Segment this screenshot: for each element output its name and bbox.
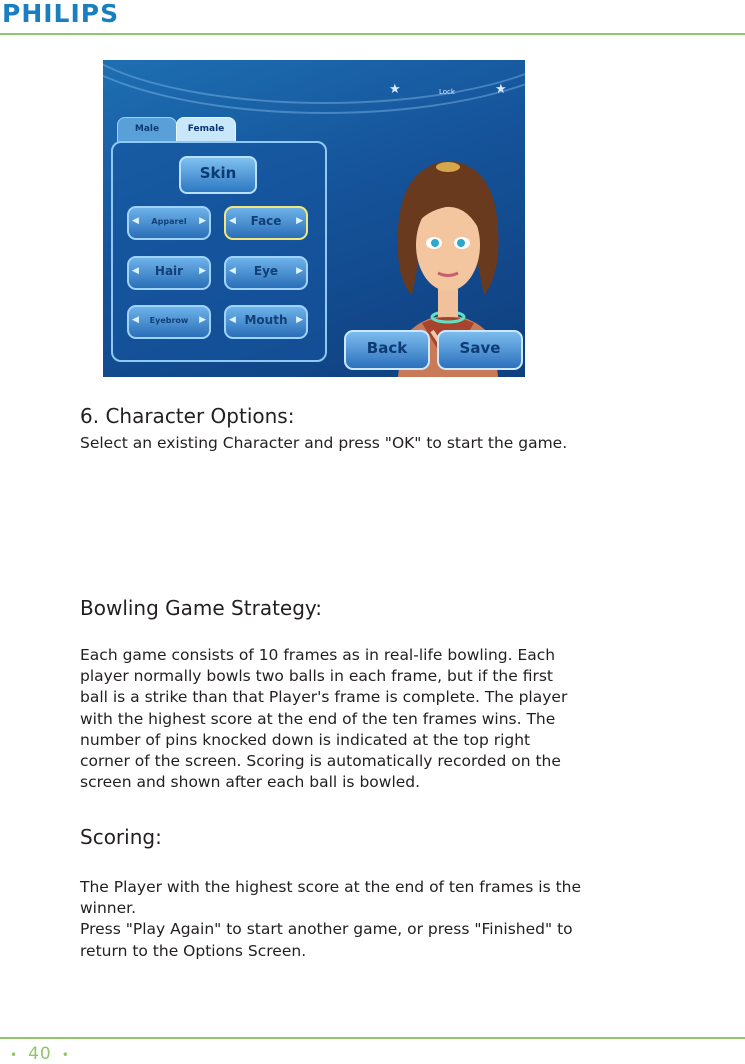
strategy-heading: Bowling Game Strategy: [80,596,323,620]
hair-button[interactable] [127,256,211,290]
arrow-left-icon: ◀ [229,315,236,325]
eyebrow-button[interactable] [127,305,211,339]
star-icon: ★ [389,82,401,97]
text-line: return to the Options Screen. [80,941,307,960]
character-options-heading: 6. Character Options: [80,404,295,428]
text-line: winner. [80,899,137,918]
character-headband [436,162,460,172]
bullet-icon: • [10,1048,19,1062]
header-divider [0,33,745,35]
star-icon: ★ [495,82,507,97]
hair-label: Hair [154,264,184,278]
character-iris-left [431,239,439,247]
scoring-text [80,877,670,962]
character-options-text: Select an existing Character and press "OK" to start the game. [80,434,568,452]
eye-label: Eye [253,264,279,278]
mouth-label: Mouth [244,313,288,327]
arrow-right-icon: ▶ [296,216,303,226]
tab-female[interactable]: Female [176,117,236,143]
tab-male[interactable]: Male [117,117,177,143]
page-footer [0,1044,80,1064]
arrow-right-icon: ▶ [296,315,303,325]
eyebrow-label: Eyebrow [149,316,189,325]
arrow-right-icon: ▶ [199,266,206,276]
apparel-button[interactable] [127,206,211,240]
face-button[interactable] [224,206,308,240]
arrow-left-icon: ◀ [132,315,139,325]
arrow-right-icon: ▶ [199,315,206,325]
face-label: Face [250,214,282,228]
mouth-button[interactable] [224,305,308,339]
game-screenshot [103,60,525,377]
apparel-label: Apparel [151,217,187,226]
back-button[interactable]: Back [344,330,430,370]
save-button[interactable]: Save [437,330,523,370]
lock-label: Lock [439,88,455,96]
text-line: corner of the screen. Scoring is automatically recorded on the [80,752,561,771]
arrow-left-icon: ◀ [229,216,236,226]
arrow-left-icon: ◀ [132,216,139,226]
text-line: with the highest score at the end of the ten frames wins. The [80,709,556,728]
scoring-heading: Scoring: [80,825,162,849]
top-bar [383,82,513,104]
text-line: player normally bowls two balls in each frame, but if the first [80,667,553,686]
text-line: The Player with the highest score at the end of ten frames is the [80,878,582,896]
text-line: ball is a strike than that Player's frame is complete. The player [80,688,568,707]
bullet-icon: • [61,1048,70,1062]
arrow-left-icon: ◀ [229,266,236,276]
arrow-right-icon: ▶ [199,216,206,226]
footer-divider [0,1037,745,1039]
philips-logo: PHILIPS [2,0,120,28]
text-line: Press "Play Again" to start another game, or press "Finished" to [80,920,573,939]
skin-button[interactable]: Skin [179,156,257,194]
page-number: 40 [28,1044,52,1064]
eye-button[interactable] [224,256,308,290]
strategy-text [80,645,670,793]
text-line: screen and shown after each ball is bowled. [80,773,421,792]
arrow-right-icon: ▶ [296,266,303,276]
text-line: Each game consists of 10 frames as in real-life bowling. Each [80,646,556,664]
arrow-left-icon: ◀ [132,266,139,276]
character-iris-right [457,239,465,247]
text-line: number of pins knocked down is indicated at the top right [80,730,531,749]
